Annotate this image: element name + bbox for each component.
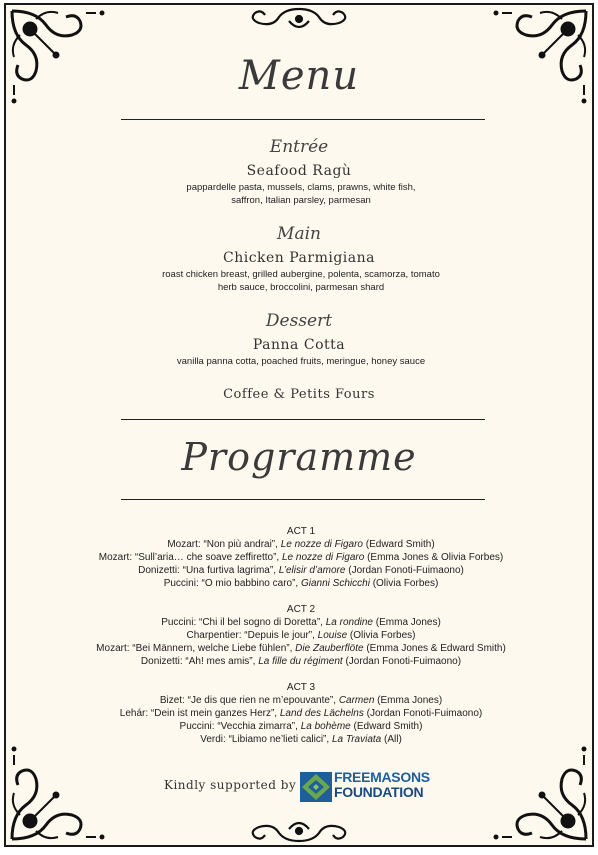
course-dish-dessert: Panna Cotta xyxy=(252,337,346,353)
aria: “Sull’aria… che soave zeffiretto”, xyxy=(134,552,280,563)
opera: La fille du régiment xyxy=(258,656,343,667)
top-flourish xyxy=(229,5,369,39)
freemasons-foundation-logo xyxy=(300,770,450,804)
aria: “Dein ist mein ganzes Herz”, xyxy=(150,708,278,719)
opera: La rondine xyxy=(325,617,373,628)
performer: (Jordan Fonoti-Fuimaono) xyxy=(348,565,464,576)
programme-item xyxy=(36,642,566,655)
act-title: ACT 2 xyxy=(286,604,316,615)
composer: Puccini: xyxy=(161,617,197,628)
divider-rule xyxy=(121,499,485,500)
programme-item xyxy=(36,551,566,564)
menu-title: Menu xyxy=(238,53,360,99)
course-heading-entree: Entrée xyxy=(269,137,329,157)
divider-rule xyxy=(121,419,485,420)
composer: Lehár: xyxy=(119,708,149,719)
performer: (Emma Jones & Olivia Forbes) xyxy=(367,552,504,563)
programme-item xyxy=(36,707,566,720)
course-description-main: roast chicken breast, grilled aubergine, polenta, scamorza, tomato herb sauce, broccolini, parmesan shard xyxy=(162,269,440,293)
programme-item xyxy=(36,720,566,733)
opera: Die Zauberflöte xyxy=(295,643,364,654)
act-title: ACT 1 xyxy=(286,526,316,537)
composer: Puccini: xyxy=(163,578,199,589)
opera: Gianni Schicchi xyxy=(301,578,370,589)
course-dish-entree: Seafood Ragù xyxy=(246,163,352,179)
aria: “O mio babbino caro”, xyxy=(201,578,299,589)
programme-list xyxy=(36,525,566,746)
performer: (Edward Smith) xyxy=(353,721,423,732)
composer: Donizetti: xyxy=(140,656,183,667)
programme-title: Programme xyxy=(181,435,417,479)
performer: (Olivia Forbes) xyxy=(349,630,416,641)
support-text: Kindly supported by xyxy=(164,778,297,792)
logo-line-2: FOUNDATION xyxy=(334,784,424,800)
programme-item xyxy=(36,694,566,707)
coffee-line: Coffee & Petits Fours xyxy=(223,387,375,402)
act-title: ACT 3 xyxy=(286,682,316,693)
programme-item xyxy=(36,538,566,551)
course-heading-dessert: Dessert xyxy=(265,311,333,331)
performer: (Emma Jones) xyxy=(377,695,443,706)
aria: “Una furtiva lagrima”, xyxy=(182,565,276,576)
performer: (Jordan Fonoti-Fuimaono) xyxy=(366,708,483,719)
composer: Mozart: xyxy=(98,552,133,563)
course-description-dessert: vanilla panna cotta, poached fruits, meringue, honey sauce xyxy=(176,356,426,367)
foundation-logo-icon xyxy=(300,772,332,802)
opera: Carmen xyxy=(338,695,375,706)
bottom-flourish xyxy=(229,811,369,845)
aria: “Libiamo ne’lieti calici”, xyxy=(228,734,330,745)
opera: La bohème xyxy=(300,721,351,732)
opera: Louise xyxy=(317,630,348,641)
programme-item xyxy=(36,564,566,577)
aria: “Non più andrai”, xyxy=(203,539,278,550)
performer: (Jordan Fonoti-Fuimaono) xyxy=(345,656,462,667)
divider-rule xyxy=(121,119,485,120)
opera: Land des Lächelns xyxy=(279,708,364,719)
programme-item xyxy=(36,733,566,746)
performer: (Emma Jones) xyxy=(375,617,441,628)
act-block xyxy=(36,681,566,746)
opera: La Traviata xyxy=(331,734,382,745)
programme-item xyxy=(36,629,566,642)
aria: “Je dis que rien ne m’epouvante”, xyxy=(187,695,337,706)
composer: Charpentier: xyxy=(186,630,242,641)
composer: Mozart: xyxy=(96,643,130,654)
performer: (Edward Smith) xyxy=(365,539,435,550)
menu-card xyxy=(4,3,594,847)
composer: Verdi: xyxy=(200,734,226,745)
aria: “Ah! mes amis”, xyxy=(185,656,256,667)
performer: (All) xyxy=(384,734,402,745)
performer: (Emma Jones & Edward Smith) xyxy=(366,643,506,654)
logo-text xyxy=(334,770,430,800)
corner-ornament-bottom-right xyxy=(482,735,592,845)
programme-item xyxy=(36,655,566,668)
aria: “Depuis le jour”, xyxy=(244,630,315,641)
composer: Donizetti: xyxy=(138,565,180,576)
act-block xyxy=(36,525,566,590)
composer: Puccini: xyxy=(179,721,215,732)
act-block xyxy=(36,603,566,668)
aria: “Bei Männern, welche Liebe fühlen”, xyxy=(132,643,293,654)
programme-item xyxy=(36,577,566,590)
composer: Mozart: xyxy=(167,539,201,550)
logo-line-1: FREEMASONS xyxy=(334,769,430,785)
aria: “Chi il bel sogno di Doretta”, xyxy=(199,617,323,628)
programme-item xyxy=(36,616,566,629)
opera: Le nozze di Figaro xyxy=(280,539,363,550)
opera: Le nozze di Figaro xyxy=(282,552,365,563)
corner-ornament-bottom-left xyxy=(6,735,116,845)
aria: “Vecchia zimarra”, xyxy=(217,721,298,732)
course-heading-main: Main xyxy=(277,224,321,244)
course-description-entree: pappardelle pasta, mussels, clams, prawns, white fish, saffron, Italian parsley, parmesan xyxy=(186,182,416,206)
opera: L’elisir d’amore xyxy=(278,565,346,576)
composer: Bizet: xyxy=(159,695,185,706)
course-dish-main: Chicken Parmigiana xyxy=(222,250,375,266)
performer: (Olivia Forbes) xyxy=(372,578,439,589)
